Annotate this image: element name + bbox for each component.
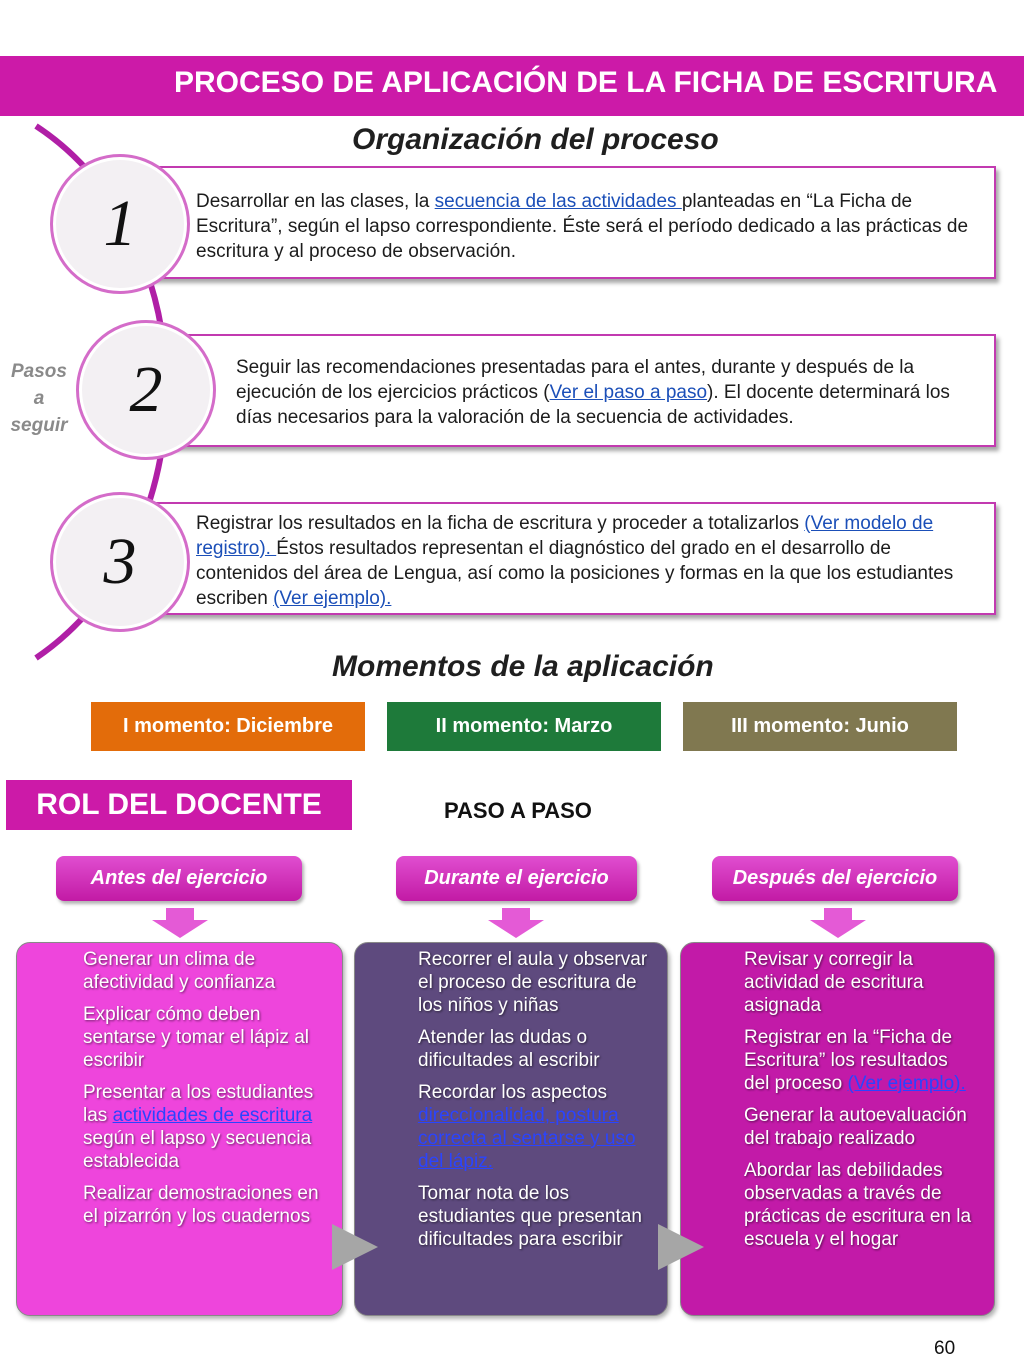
moment-june: III momento: Junio <box>683 702 957 751</box>
ver-modelo-registro-link[interactable]: (Ver modelo de registro). <box>196 513 934 559</box>
down-arrow-icon <box>150 908 210 940</box>
durante-list <box>418 948 649 1251</box>
moment-march: II momento: Marzo <box>387 702 661 751</box>
pasos-a-seguir-label: Pasos a seguir <box>10 361 68 436</box>
moments-title: Momentos de la aplicación <box>332 650 714 683</box>
step-1-box: Desarrollar en las clases, la secuencia de las actividades planteadas en “La Ficha de Escritura”, según el lapso correspondiente. Éste será el período dedicado a las prácticas de escritura y al proceso de observación. <box>134 166 996 279</box>
list-item: Explicar cómo deben sentarse y tomar el lápiz al escribir <box>83 1004 309 1071</box>
panel-durante <box>354 942 668 1316</box>
list-item: Generar la autoevaluación del trabajo realizado <box>744 1105 967 1149</box>
down-arrow-icon <box>486 908 546 940</box>
step-2-box: Seguir las recomendaciones presentadas para el antes, durante y después de la ejecución de los ejercicios prácticos (Ver el paso a paso). El docente determinará los días necesarios para la valoración de la secuencia de actividades. <box>160 334 996 447</box>
phase-antes-button[interactable]: Antes del ejercicio <box>56 856 302 901</box>
ver-ejemplo-despues-link[interactable]: (Ver ejemplo). <box>847 1073 966 1094</box>
step-1-number: 1 <box>50 154 190 294</box>
list-item: Tomar nota de los estudiantes que presentan dificultades para escribir <box>418 1183 642 1250</box>
page-number: 60 <box>934 1338 956 1359</box>
list-item: Recorrer el aula y observar el proceso de escritura de los niños y niñas <box>418 949 648 1016</box>
list-item: Recordar los aspectos direccionalidad, postura correcta al sentarse y uso del lápiz. <box>418 1082 636 1172</box>
down-arrow-icon <box>808 908 868 940</box>
antes-list <box>83 948 324 1228</box>
panel-antes <box>16 942 343 1316</box>
list-item: Presentar a los estudiantes las actividades de escritura según el lapso y secuencia establecida <box>83 1082 314 1172</box>
panel-despues <box>680 942 995 1316</box>
list-item: Generar un clima de afectividad y confianza <box>83 949 276 993</box>
phase-durante-button[interactable]: Durante el ejercicio <box>396 856 637 901</box>
phase-despues-button[interactable]: Después del ejercicio <box>712 856 958 901</box>
step-3-box: Registrar los resultados en la ficha de escritura y proceder a totalizarlos (Ver modelo de registro). Éstos resultados representan el diagnóstico del grado en el desarrollo de contenidos del área de Lengua, así como la posiciones y formas en la que los estudiantes escriben (Ver ejemplo). <box>134 502 996 615</box>
list-item: Revisar y corregir la actividad de escritura asignada <box>744 949 924 1016</box>
actividades-escritura-link[interactable]: actividades de escritura <box>112 1105 313 1126</box>
ver-ejemplo-link[interactable]: (Ver ejemplo). <box>273 588 392 609</box>
page-title: PROCESO DE APLICACIÓN DE LA FICHA DE ESCRITURA <box>174 66 998 99</box>
right-arrow-icon <box>656 1222 708 1272</box>
ver-paso-a-paso-link[interactable]: Ver el paso a paso <box>549 382 708 403</box>
step-2-number: 2 <box>76 320 216 460</box>
secuencia-actividades-link[interactable]: secuencia de las actividades <box>434 191 682 212</box>
organization-title: Organización del proceso <box>352 123 719 156</box>
despues-list <box>744 948 978 1251</box>
right-arrow-icon <box>330 1222 382 1272</box>
direccionalidad-postura-link[interactable]: direccionalidad, postura correcta al sentarse y uso del lápiz. <box>418 1105 636 1172</box>
list-item: Realizar demostraciones en el pizarrón y los cuadernos <box>83 1183 319 1227</box>
step-3-number: 3 <box>50 492 190 632</box>
rol-del-docente-banner: ROL DEL DOCENTE <box>6 780 352 830</box>
list-item: Registrar en la “Ficha de Escritura” los resultados del proceso (Ver ejemplo). <box>744 1027 966 1094</box>
paso-a-paso-heading: PASO A PASO <box>444 798 592 823</box>
list-item: Abordar las debilidades observadas a través de prácticas de escritura en la escuela y el hogar <box>744 1160 972 1250</box>
list-item: Atender las dudas o dificultades al escribir <box>418 1027 600 1071</box>
moment-december: I momento: Diciembre <box>91 702 365 751</box>
